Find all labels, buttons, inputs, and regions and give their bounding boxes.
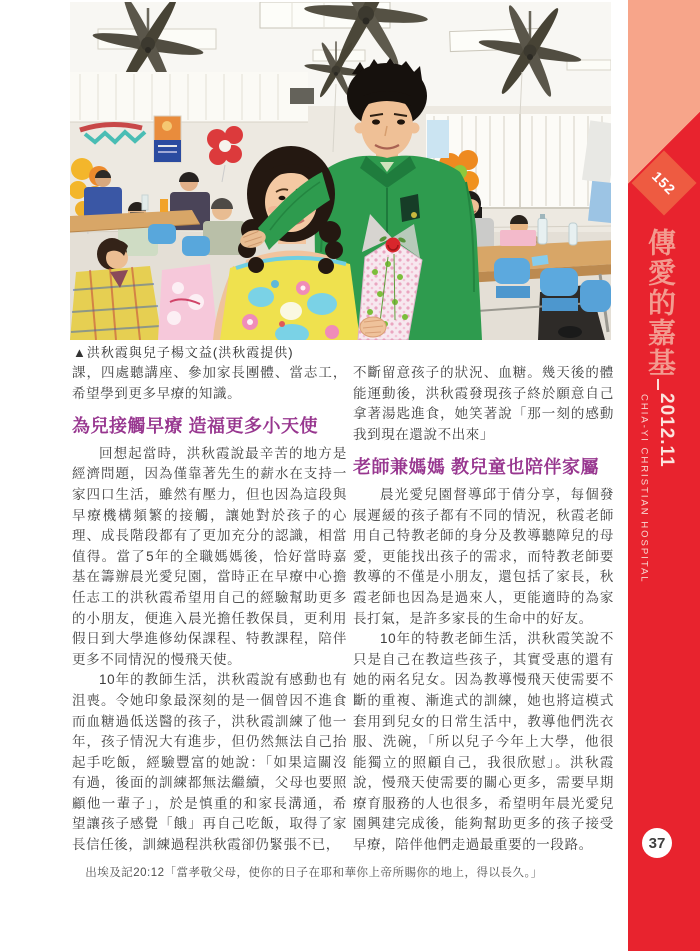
paragraph: 晨光愛兒園督導邱于倩分享，每個發展遲緩的孩子都有不同的情況，秋霞老師用自己特教老師的身分及教導聽障兒的母愛，更能找出孩子的需求，而特教老師要教導的不僅是小朋友，還包括了家長，秋霞老師也因為是過來人，更能適時的為家長打氣，是許多家長的生命中的好友。 xyxy=(353,486,614,626)
footer-verse: 出埃及記20:12「當孝敬父母，使你的日子在耶和華你上帝所賜你的地上，得以長久。」 xyxy=(85,867,543,879)
pink-gift-bag xyxy=(158,264,218,340)
issue-date: 2012.11 xyxy=(655,393,677,468)
magazine-title-vertical: 傳愛的嘉基 xyxy=(645,228,676,378)
intro-paragraph: 課，四處聽講座、參加家長團體、當志工，希望學到更多早療的知識。 xyxy=(72,365,347,401)
page-ref-diamond xyxy=(631,150,696,215)
column-left xyxy=(72,363,347,856)
page-number-circle xyxy=(642,828,672,858)
column-right xyxy=(353,363,614,856)
photo-illustration xyxy=(70,2,611,340)
blue-poster xyxy=(427,120,449,158)
continuation-paragraph: 不斷留意孩子的狀況、血糖。幾天後的體能運動後，洪秋霞發現孩子終於願意自己拿著湯匙進食，她笑著說「那一刻的感動我到現在還說不出來」 xyxy=(353,365,614,442)
article-photo xyxy=(70,2,611,340)
wall-speaker xyxy=(290,88,314,104)
page-number: 37 xyxy=(648,834,666,852)
section-heading-right: 老師兼媽媽 教兒童也陪伴家屬 xyxy=(353,457,599,478)
issue-divider xyxy=(657,379,659,390)
hospital-name: CHIA-YI CHRISTIAN HOSPITAL xyxy=(638,394,650,584)
left-window xyxy=(70,72,308,122)
sidebar xyxy=(628,0,700,951)
paragraph: 10年的教師生活，洪秋霞說有感動也有沮喪。令她印象最深刻的是一個曾因不進食而血糖過低送醫的孩子，洪秋霞訓練了他一年，孩子情況大有進步，但仍然無法自己抬起手吃飯，經驗豐富的她說：「如果這關沒有過，後面的訓練都無法繼續，父母也要照顧他一輩子」，於是慎重的和家長溝通，希望讓孩子感覺「餓」再自己吃飯，取得了家長信任後，訓練過程洪秋霞卻仍緊張不已， xyxy=(72,672,347,853)
paragraph: 回想起當時，洪秋霞說最辛苦的地方是經濟問題，因為僅靠著先生的薪水在支持一家四口生活，雖然有壓力，但也因為這段與早療機構頻繁的接觸，讓她對於孩子的心理、成長階段都有了更加充分的認識，相當值得。當了5年的全職媽媽後，恰好當時嘉基在籌辦晨光愛兒園，當時正在早療中心擔任志工的洪秋霞希望用自己的經驗幫助更多的小朋友，便進入晨光擔任教保員，更利用假日到大學進修幼保課程、特教課程，陪伴更多不同情況的慢飛天使。 xyxy=(72,445,347,667)
photo-caption: ▲洪秋霞與兒子楊文益(洪秋霞提供) xyxy=(73,345,294,360)
page-ref-number: 152 xyxy=(649,168,679,198)
paragraph: 10年的特教老師生活，洪秋霞笑說不只是自己在教這些孩子，其實受惠的還有她的兩名兒女。因為教導慢飛天使需要不斷的重複、漸進式的訓練，她也將這模式套用到兒女的日常生活中，教導他們洗衣服、洗碗，「所以兒子今年上大學，他很能獨立的照顧自己，我很欣慰」。洪秋霞說，慢飛天使需要的關心更多，需要早期療育服務的人也很多，希望明年晨光愛兒園興建完成後，能夠幫助更多的孩子接受早療，陪伴他們走過最重要的一段路。 xyxy=(353,631,614,853)
wall-poster xyxy=(154,116,181,162)
section-heading-left: 為兒接觸早療 造福更多小天使 xyxy=(72,416,318,437)
